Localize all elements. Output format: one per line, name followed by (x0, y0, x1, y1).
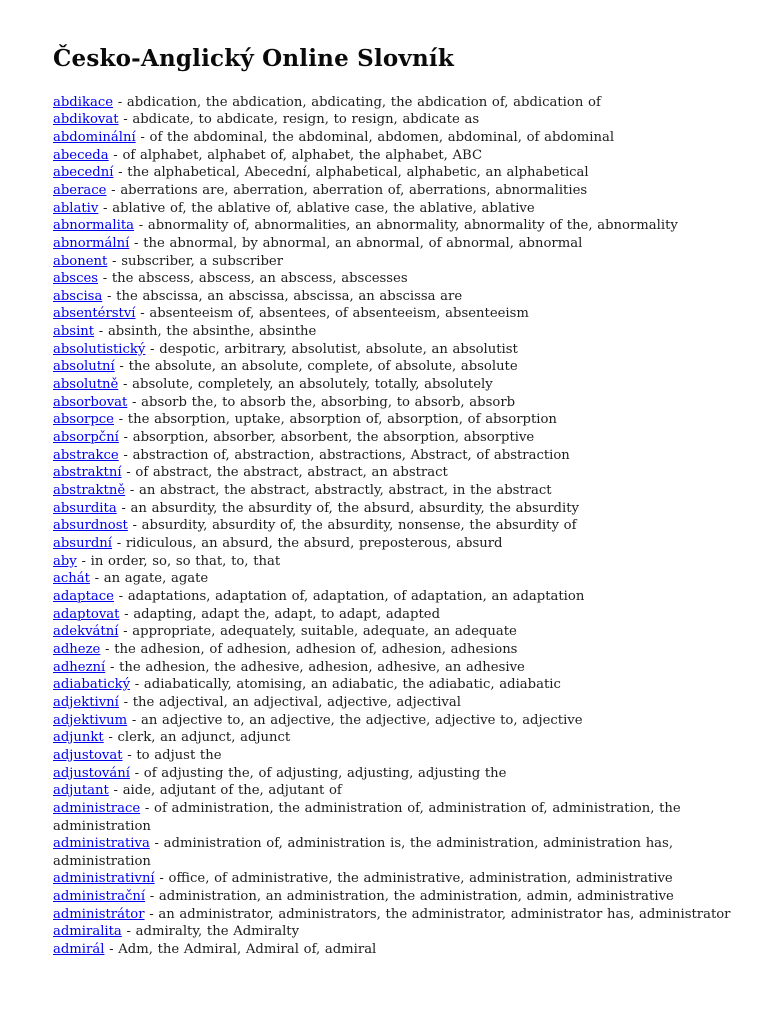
dictionary-entry (53, 182, 741, 200)
entry-word-link[interactable]: abecední (53, 165, 114, 181)
entry-separator: - (127, 394, 142, 410)
dictionary-entry (53, 394, 741, 412)
entry-word-link[interactable]: administrativní (53, 871, 155, 887)
entry-separator: - (98, 271, 112, 287)
entry-word-link[interactable]: abstraktně (53, 483, 126, 499)
entry-translations: the alphabetical, Abecední, alphabetical, alphabetic, an alphabetical (127, 165, 589, 181)
entry-translations: the absorption, uptake, absorption of, absorption, of absorption (127, 412, 557, 428)
entry-word-link[interactable]: absint (53, 324, 95, 340)
entry-separator: - (145, 889, 159, 905)
dictionary-entries (53, 94, 741, 959)
entry-separator: - (102, 288, 117, 304)
entry-word-link[interactable]: adjustovat (53, 747, 123, 763)
entry-separator: - (121, 924, 136, 940)
entry-separator: - (89, 571, 104, 587)
entry-word-link[interactable]: abnormalita (53, 218, 135, 234)
entry-word-link[interactable]: aberace (53, 182, 107, 198)
entry-separator: - (154, 871, 169, 887)
entry-translations: adapting, adapt the, adapt, to adapt, adapted (133, 606, 441, 622)
dictionary-entry (53, 111, 741, 129)
entry-word-link[interactable]: absurdita (53, 500, 117, 516)
entry-separator: - (140, 800, 155, 816)
entry-separator: - (105, 659, 120, 675)
entry-separator: - (127, 518, 142, 534)
entry-word-link[interactable]: achát (53, 571, 90, 587)
entry-separator: - (122, 747, 137, 763)
entry-word-link[interactable]: abeceda (53, 147, 109, 163)
entry-translations: absolute, completely, an absolutely, totally, absolutely (132, 377, 493, 393)
entry-word-link[interactable]: absolutistický (53, 341, 146, 357)
entry-word-link[interactable]: absorbovat (53, 394, 128, 410)
entry-separator: - (145, 341, 160, 357)
entry-translations: the abnormal, by abnormal, an abnormal, of abnormal, abnormal (143, 235, 583, 251)
dictionary-entry (53, 923, 741, 941)
entry-word-link[interactable]: absorpční (53, 430, 119, 446)
dictionary-entry (53, 535, 741, 553)
entry-word-link[interactable]: absorpce (53, 412, 114, 428)
entry-translations: subscriber, a subscriber (121, 253, 284, 269)
entry-translations: absurdity, absurdity of, the absurdity, nonsense, the absurdity of (141, 518, 577, 534)
dictionary-entry (53, 765, 741, 783)
entry-word-link[interactable]: adheze (53, 641, 101, 657)
entry-word-link[interactable]: administrátor (53, 906, 145, 922)
entry-translations: abdicate, to abdicate, resign, to resign, abdicate as (132, 112, 480, 128)
dictionary-entry (53, 323, 741, 341)
entry-separator: - (113, 165, 128, 181)
entry-translations: administration of, administration is, the administration, administration has, administration (53, 836, 674, 869)
dictionary-entry (53, 906, 741, 924)
entry-translations: of adjusting the, of adjusting, adjusting, adjusting the (143, 765, 507, 781)
entry-translations: of abstract, the abstract, abstract, an abstract (135, 465, 448, 481)
entry-word-link[interactable]: adjustování (53, 765, 130, 781)
dictionary-entry (53, 235, 741, 253)
entry-translations: the absolute, an absolute, complete, of absolute, absolute (128, 359, 518, 375)
entry-translations: abdication, the abdication, abdicating, the abdication of, abdication of (126, 94, 601, 110)
dictionary-entry (53, 659, 741, 677)
dictionary-entry (53, 641, 741, 659)
entry-word-link[interactable]: absurdní (53, 536, 113, 551)
entry-translations: aberrations are, aberration, aberration of, aberrations, abnormalities (120, 182, 588, 198)
entry-translations: Adm, the Admiral, Admiral of, admiral (118, 942, 377, 958)
dictionary-entry (53, 376, 741, 394)
dictionary-entry (53, 94, 741, 112)
entry-separator: - (118, 447, 133, 463)
entry-translations: absinth, the absinthe, absinthe (107, 324, 317, 340)
entry-word-link[interactable]: aby (53, 553, 77, 569)
entry-separator: - (119, 606, 134, 622)
dictionary-entry (53, 500, 741, 518)
entry-word-link[interactable]: administrace (53, 800, 141, 816)
entry-separator: - (113, 94, 127, 110)
entry-translations: an abstract, the abstract, abstractly, abstract, in the abstract (138, 483, 552, 499)
entry-separator: - (76, 553, 91, 569)
entry-separator: - (121, 465, 136, 481)
entry-separator: - (107, 253, 122, 269)
entry-separator: - (135, 306, 150, 322)
dictionary-entry (53, 464, 741, 482)
dictionary-entry (53, 941, 741, 959)
entry-separator: - (127, 712, 141, 728)
entry-translations: absorption, absorber, absorbent, the absorption, absorptive (132, 430, 535, 446)
entry-separator: - (113, 412, 128, 428)
entry-translations: in order, so, so that, to, that (90, 553, 281, 569)
entry-translations: of alphabet, alphabet of, alphabet, the alphabet, ABC (122, 147, 483, 163)
entry-separator: - (130, 677, 144, 693)
dictionary-entry (53, 129, 741, 147)
entry-word-link[interactable]: administrační (53, 889, 146, 905)
entry-word-link[interactable]: abscisa (53, 288, 103, 304)
page-title: Česko-Anglický Online Slovník (53, 45, 454, 72)
dictionary-entry (53, 712, 741, 730)
dictionary-entry (53, 747, 741, 765)
dictionary-entry (53, 694, 741, 712)
entry-separator: - (118, 624, 133, 640)
dictionary-entry (53, 253, 741, 271)
dictionary-entry (53, 482, 741, 500)
dictionary-entry (53, 800, 741, 835)
entry-separator: - (129, 235, 144, 251)
entry-translations: absenteeism of, absentees, of absenteeism, absenteeism (149, 306, 529, 322)
dictionary-entry (53, 147, 741, 165)
entry-word-link[interactable]: adiabatický (53, 677, 131, 693)
dictionary-entry (53, 870, 741, 888)
entry-word-link[interactable]: abstraktní (53, 465, 122, 481)
entry-word-link[interactable]: abonent (53, 253, 108, 269)
entry-translations: abnormality of, abnormalities, an abnormality, abnormality of the, abnormality (147, 218, 678, 234)
entry-separator: - (112, 536, 126, 551)
entry-translations: ridiculous, an absurd, the absurd, preposterous, absurd (125, 536, 503, 551)
dictionary-entry (53, 217, 741, 235)
entry-translations: aide, adjutant of the, adjutant of (122, 783, 342, 799)
entry-translations: to adjust the (136, 747, 222, 763)
entry-translations: the adhesion, of adhesion, adhesion of, adhesion, adhesions (114, 641, 518, 657)
entry-word-link[interactable]: adjunkt (53, 730, 104, 746)
entry-word-link[interactable]: absces (53, 271, 99, 287)
entry-separator: - (144, 906, 159, 922)
entry-separator: - (100, 641, 115, 657)
dictionary-entry (53, 270, 741, 288)
entry-translations: clerk, an adjunct, adjunct (117, 730, 291, 746)
entry-word-link[interactable]: adaptovat (53, 606, 120, 622)
entry-translations: an administrator, administrators, the administrator, administrator has, administrator (158, 906, 731, 922)
entry-word-link[interactable]: absentérství (53, 306, 136, 322)
entry-translations: an absurdity, the absurdity of, the absurd, absurdity, the absurdity (130, 500, 579, 516)
entry-translations: admiralty, the Admiralty (135, 924, 300, 940)
entry-translations: the adjectival, an adjectival, adjective, adjectival (132, 694, 461, 710)
entry-word-link[interactable]: ablativ (53, 200, 99, 216)
dictionary-entry (53, 676, 741, 694)
entry-separator: - (118, 430, 133, 446)
dictionary-entry (53, 411, 741, 429)
entry-separator: - (103, 730, 118, 746)
entry-word-link[interactable]: administrativa (53, 836, 150, 852)
entry-word-link[interactable]: absolutně (53, 377, 119, 393)
entry-separator: - (106, 182, 121, 198)
entry-word-link[interactable]: adekvátní (53, 624, 119, 640)
entry-word-link[interactable]: adhezní (53, 659, 106, 675)
dictionary-entry (53, 447, 741, 465)
dictionary-entry (53, 888, 741, 906)
entry-word-link[interactable]: absolutní (53, 359, 115, 375)
entry-word-link[interactable]: abdikovat (53, 112, 119, 128)
entry-translations: abstraction of, abstraction, abstractions, Abstract, of abstraction (132, 447, 570, 463)
dictionary-entry (53, 358, 741, 376)
dictionary-entry (53, 606, 741, 624)
dictionary-entry (53, 782, 741, 800)
entry-word-link[interactable]: abdominální (53, 129, 136, 145)
entry-translations: despotic, arbitrary, absolutist, absolute, an absolutist (159, 341, 518, 357)
dictionary-entry (53, 200, 741, 218)
dictionary-entry (53, 288, 741, 306)
entry-separator: - (118, 377, 133, 393)
entry-separator: - (129, 765, 144, 781)
entry-word-link[interactable]: abnormální (53, 235, 130, 251)
entry-translations: the adhesion, the adhesive, adhesion, adhesive, an adhesive (119, 659, 525, 675)
entry-word-link[interactable]: adaptace (53, 588, 114, 604)
entry-separator: - (108, 783, 123, 799)
dictionary-entry (53, 164, 741, 182)
dictionary-entry (53, 341, 741, 359)
entry-word-link[interactable]: adjektivum (53, 712, 128, 728)
entry-translations: an agate, agate (103, 571, 209, 587)
dictionary-entry (53, 553, 741, 571)
entry-word-link[interactable]: admiralita (53, 924, 122, 940)
entry-translations: of administration, the administration of, administration of, administration, the administration (53, 800, 681, 834)
entry-separator: - (113, 588, 128, 604)
dictionary-entry (53, 835, 741, 870)
entry-separator: - (98, 200, 113, 216)
dictionary-entry (53, 517, 741, 535)
entry-word-link[interactable]: admirál (53, 942, 105, 958)
entry-word-link[interactable]: abdikace (53, 94, 114, 110)
entry-separator: - (94, 324, 108, 340)
entry-translations: adiabatically, atomising, an adiabatic, the adiabatic, adiabatic (143, 677, 561, 693)
entry-translations: appropriate, adequately, suitable, adequate, an adequate (132, 624, 517, 640)
entry-separator: - (149, 836, 164, 852)
entry-separator: - (125, 483, 139, 499)
entry-translations: ablative of, the ablative of, ablative case, the ablative, ablative (112, 200, 535, 216)
dictionary-entry (53, 623, 741, 641)
entry-separator: - (104, 942, 119, 958)
entry-separator: - (134, 218, 148, 234)
entry-separator: - (118, 694, 133, 710)
entry-translations: of the abdominal, the abdominal, abdomen, abdominal, of abdominal (149, 129, 615, 145)
dictionary-entry (53, 570, 741, 588)
entry-translations: office, of administrative, the administrative, administration, administrative (168, 871, 673, 887)
dictionary-entry (53, 305, 741, 323)
entry-separator: - (116, 500, 131, 516)
entry-word-link[interactable]: adjutant (53, 783, 109, 799)
entry-translations: the abscess, abscess, an abscess, abscesses (111, 271, 408, 287)
entry-word-link[interactable]: abstrakce (53, 447, 119, 463)
entry-translations: the abscissa, an abscissa, abscissa, an abscissa are (116, 288, 463, 304)
dictionary-entry (53, 429, 741, 447)
entry-translations: adaptations, adaptation of, adaptation, of adaptation, an adaptation (127, 588, 585, 604)
entry-translations: absorb the, to absorb the, absorbing, to absorb, absorb (141, 394, 516, 410)
dictionary-entry (53, 588, 741, 606)
entry-translations: an adjective to, an adjective, the adjective, adjective to, adjective (141, 712, 583, 728)
entry-word-link[interactable]: absurdnost (53, 518, 128, 534)
entry-separator: - (118, 112, 133, 128)
entry-separator: - (108, 147, 123, 163)
entry-separator: - (135, 129, 150, 145)
entry-separator: - (114, 359, 129, 375)
dictionary-entry (53, 729, 741, 747)
entry-word-link[interactable]: adjektivní (53, 694, 119, 710)
entry-translations: administration, an administration, the administration, admin, administrative (158, 889, 674, 905)
